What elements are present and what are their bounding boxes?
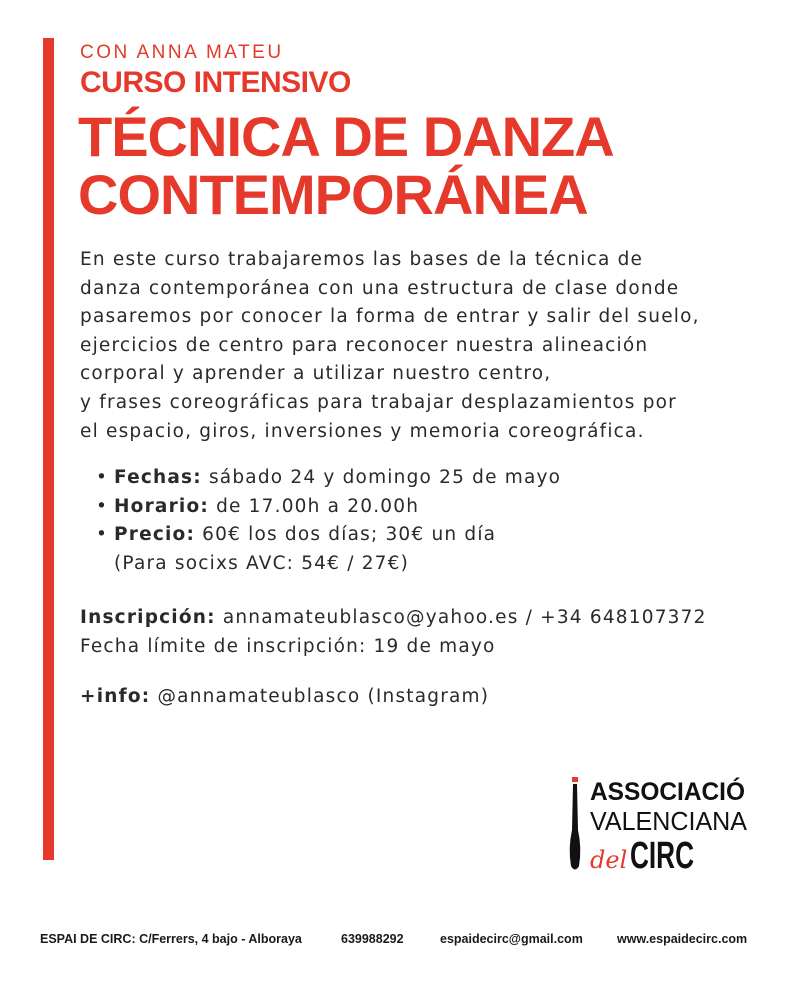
info-line — [80, 686, 489, 707]
precio-note: (Para socixs AVC: 54€ / 27€) — [114, 552, 410, 574]
title-line-1: TÉCNICA DE DANZA — [78, 105, 614, 168]
precio-label: Precio: — [114, 524, 196, 545]
description-line: danza contemporánea con una estructura de clase donde — [80, 277, 680, 299]
logo-line-2: VALENCIANA — [590, 806, 748, 836]
description-line: corporal y aprender a utilizar nuestro centro, — [80, 363, 552, 385]
list-item-fechas — [96, 464, 561, 493]
bullet-icon: • — [96, 467, 109, 488]
info-value: @annamateublasco (Instagram) — [157, 686, 490, 707]
precio-value: 60€ los dos días; 30€ un día — [202, 524, 497, 545]
footer-address: ESPAI DE CIRC: C/Ferrers, 4 bajo - Alboraya — [40, 932, 302, 946]
description-line: el espacio, giros, inversiones y memoria coreográfica. — [80, 420, 645, 442]
inscripcion-line — [80, 603, 707, 632]
inscripcion-value: annamateublasco@yahoo.es / +34 648107372 — [222, 607, 707, 628]
logo-line-3: CIRC — [630, 835, 694, 877]
bullet-icon: • — [96, 495, 109, 517]
page-title — [78, 105, 614, 226]
description-line: En este curso trabajaremos las bases de la técnica de — [80, 249, 644, 270]
horario-label: Horario: — [114, 495, 209, 517]
title-line-2: CONTEMPORÁNEA — [78, 163, 588, 226]
club-cap-icon — [572, 777, 578, 782]
description-line: y frases coreográficas para trabajar desplazamientos por — [80, 391, 677, 413]
subtitle: CURSO INTENSIVO — [80, 66, 351, 99]
logo-line-3-script: del — [590, 846, 628, 874]
logo-line-1: ASSOCIACIÓ — [590, 778, 749, 806]
description-line: ejercicios de centro para reconocer nuestra alineación — [80, 334, 649, 356]
fechas-label: Fechas: — [114, 467, 202, 488]
footer-web[interactable]: www.espaidecirc.com — [617, 932, 748, 946]
description-line: pasaremos por conocer la forma de entrar y salir del suelo, — [80, 306, 700, 328]
course-description — [80, 246, 770, 446]
details-list — [96, 464, 561, 578]
inscripcion-label: Inscripción: — [80, 607, 216, 628]
avc-logo — [560, 770, 750, 880]
info-label: +info: — [80, 686, 151, 707]
contact-block — [80, 603, 707, 661]
list-item-horario — [96, 493, 561, 522]
footer-email[interactable]: espaidecirc@gmail.com — [440, 932, 583, 946]
fechas-value: sábado 24 y domingo 25 de mayo — [208, 467, 562, 488]
list-item-precio — [96, 521, 561, 550]
accent-bar — [43, 38, 54, 860]
bullet-icon: • — [96, 524, 109, 545]
deadline-line: Fecha límite de inscripción: 19 de mayo — [80, 636, 496, 657]
footer-phone: 639988292 — [341, 932, 404, 946]
horario-value: de 17.00h a 20.00h — [216, 495, 420, 517]
kicker: CON ANNA MATEU — [80, 42, 284, 63]
juggling-club-icon — [570, 784, 581, 870]
